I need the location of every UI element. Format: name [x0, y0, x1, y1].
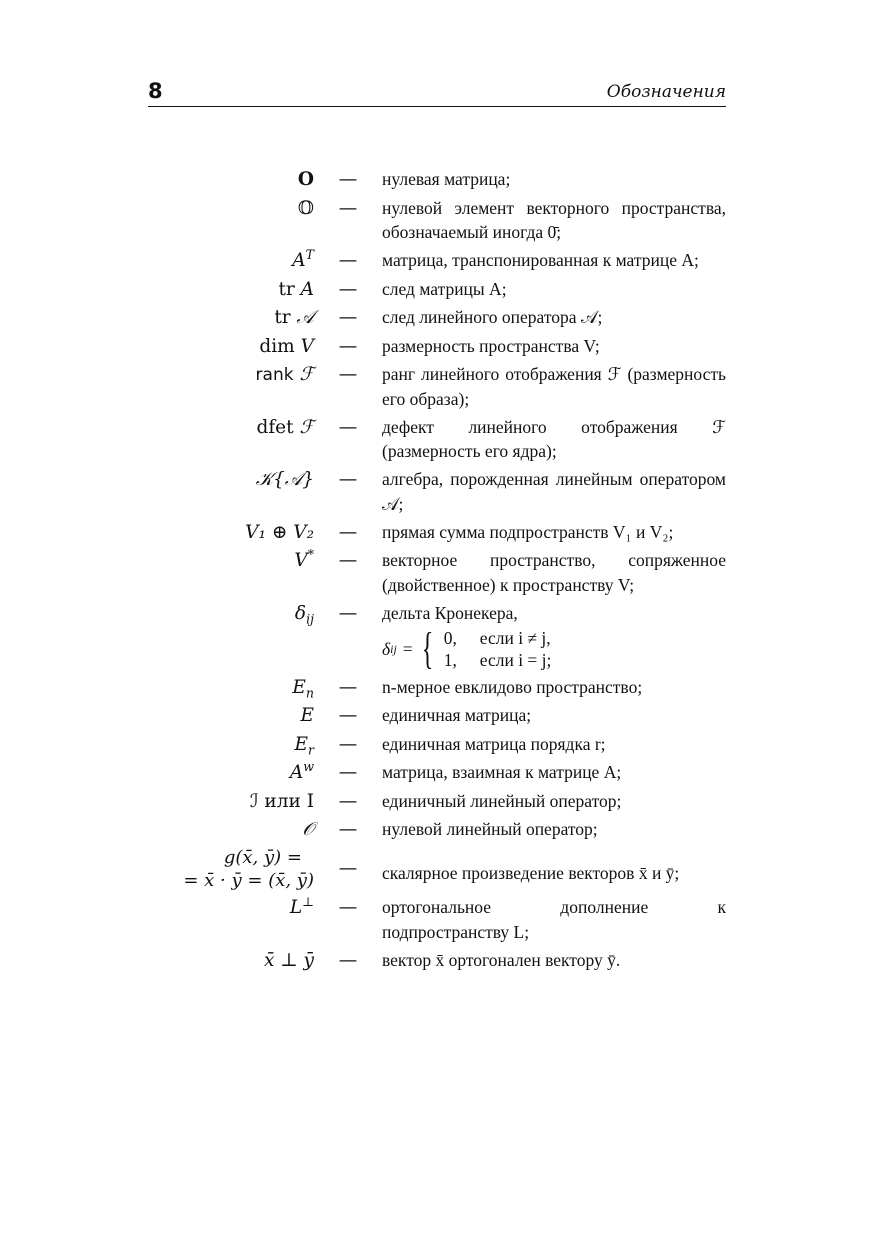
notation-description: матрица, транспонированная к матрице A;	[382, 250, 699, 270]
notation-symbol: dim V	[259, 335, 314, 357]
notation-description: прямая сумма подпространств V₁ и V₂;	[382, 521, 674, 542]
running-title: Обозначения	[606, 82, 726, 102]
notation-row	[148, 703, 726, 728]
notation-row	[148, 467, 726, 516]
dash: —	[338, 858, 358, 879]
dash: —	[338, 335, 358, 357]
dash: —	[338, 897, 358, 918]
notation-description: алгебра, порожденная линейным оператором 𝒜;	[382, 469, 726, 514]
notation-row	[148, 415, 726, 464]
notation-description: дельта Кронекера, δ ij = { 0, если i ≠ j, 1, если i = j;	[382, 601, 726, 672]
notation-row	[148, 334, 726, 359]
dash: —	[338, 705, 358, 726]
notation-symbol: tr 𝒜	[274, 307, 314, 328]
notation-row	[148, 520, 726, 545]
notation-symbol: ℐ или I	[249, 790, 314, 812]
notation-row	[148, 196, 726, 245]
notation-description: вектор x̄ ортогонален вектору ȳ.	[382, 949, 621, 970]
notation-symbol: g(x̄, ȳ) = = x̄ · ȳ = (x̄, ȳ)	[183, 846, 314, 891]
notation-description: векторное пространство, сопряженное (двойственное) к пространству V;	[382, 550, 726, 595]
dash: —	[338, 250, 358, 271]
notation-symbol: dfet ℱ	[256, 416, 314, 438]
notation-row	[148, 305, 726, 330]
notation-symbol: tr A	[278, 278, 314, 300]
dash: —	[338, 790, 358, 812]
notation-row	[148, 548, 726, 597]
notation-symbol: 𝒪	[302, 819, 314, 840]
notation-row	[148, 760, 726, 785]
left-brace: {	[421, 624, 433, 673]
notation-symbol: rank ℱ	[255, 364, 314, 385]
notation-symbol: $A^w$	[289, 758, 314, 783]
dash: —	[338, 676, 358, 698]
notation-description: ранг линейного отображения ℱ (размерность его образа);	[382, 364, 726, 409]
notation-list	[148, 167, 726, 976]
notation-description: размерность пространства V;	[382, 335, 600, 356]
notation-symbol: E	[300, 705, 314, 726]
notation-row	[148, 895, 726, 944]
notation-symbol: x̄ ⊥ ȳ	[263, 949, 314, 971]
notation-row	[148, 789, 726, 814]
notation-description: нулевая матрица;	[382, 169, 511, 189]
notation-symbol: V*	[294, 546, 314, 571]
notation-description: нулевой линейный оператор;	[382, 819, 598, 839]
notation-symbol: $E_n$	[292, 676, 314, 701]
dash: —	[338, 364, 358, 385]
notation-row	[148, 817, 726, 842]
dash: —	[338, 733, 358, 755]
notation-row	[148, 675, 726, 700]
dash: —	[338, 762, 358, 783]
notation-symbol: 𝒦{𝒜}	[255, 469, 314, 490]
notation-row	[148, 732, 726, 757]
dash: —	[338, 416, 358, 438]
dash: —	[338, 169, 358, 190]
notation-description: нулевой элемент векторного пространства, обозначаемый иногда 0̄;	[382, 197, 726, 242]
notation-row	[148, 362, 726, 411]
dash: —	[338, 521, 358, 543]
notation-symbol: $\delta_{ij}$	[294, 602, 314, 627]
dash: —	[338, 278, 358, 300]
notation-description: дефект линейного отображения ℱ (размерность его ядра);	[382, 416, 726, 461]
notation-row	[148, 277, 726, 302]
notation-row	[148, 167, 726, 192]
notation-description: след линейного оператора 𝒜;	[382, 307, 603, 327]
page-header	[148, 80, 726, 107]
notation-description: след матрицы A;	[382, 278, 507, 299]
notation-description: скалярное произведение векторов x̄ и ȳ;	[382, 863, 680, 884]
notation-description: единичная матрица порядка r;	[382, 733, 606, 754]
notation-row	[148, 948, 726, 973]
page-number: 8	[148, 79, 163, 103]
notation-description: единичная матрица;	[382, 705, 532, 725]
notation-symbol: O	[297, 169, 314, 190]
notation-symbol: 𝕆	[297, 197, 314, 219]
dash: —	[338, 819, 358, 840]
notation-description: единичный линейный оператор;	[382, 790, 622, 811]
dash: —	[338, 550, 358, 571]
dash: —	[338, 949, 358, 971]
notation-description: ортогональное дополнение к подпространству L;	[382, 897, 726, 942]
notation-row	[148, 248, 726, 273]
notation-symbol: L⊥	[289, 893, 314, 918]
notation-row	[148, 846, 726, 892]
dash: —	[338, 307, 358, 328]
kronecker-formula: δ ij = { 0, если i ≠ j, 1, если i = j;	[382, 624, 552, 673]
notation-description: матрица, взаимная к матрице A;	[382, 762, 622, 782]
notation-symbol: $A^T$	[292, 246, 314, 271]
notation-description: n-мерное евклидово пространство;	[382, 676, 643, 697]
dash: —	[338, 602, 358, 624]
notation-symbol: $E_r$	[294, 733, 314, 758]
dash: —	[338, 197, 358, 219]
notation-symbol: V₁ ⊕ V₂	[245, 521, 314, 543]
dash: —	[338, 469, 358, 490]
notation-row	[148, 601, 726, 672]
